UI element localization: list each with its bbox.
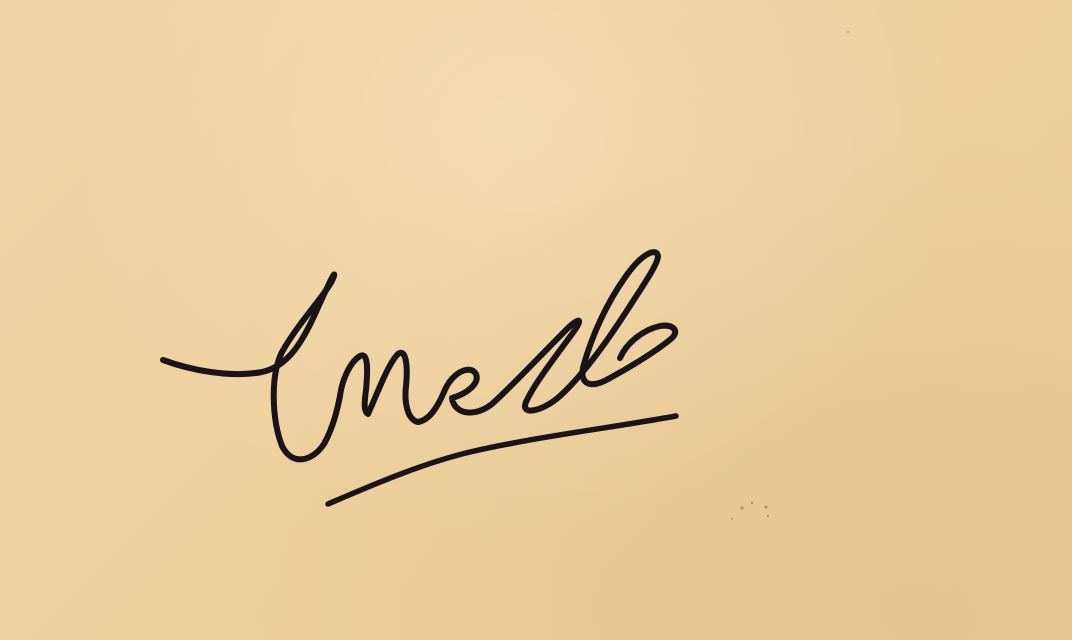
- paper-speck: [751, 502, 753, 504]
- paper-speck: [731, 518, 733, 520]
- paper-speck: [765, 506, 768, 509]
- paper-speck: [740, 506, 743, 509]
- paper-speck: [767, 515, 769, 517]
- paper-speck: [847, 31, 850, 34]
